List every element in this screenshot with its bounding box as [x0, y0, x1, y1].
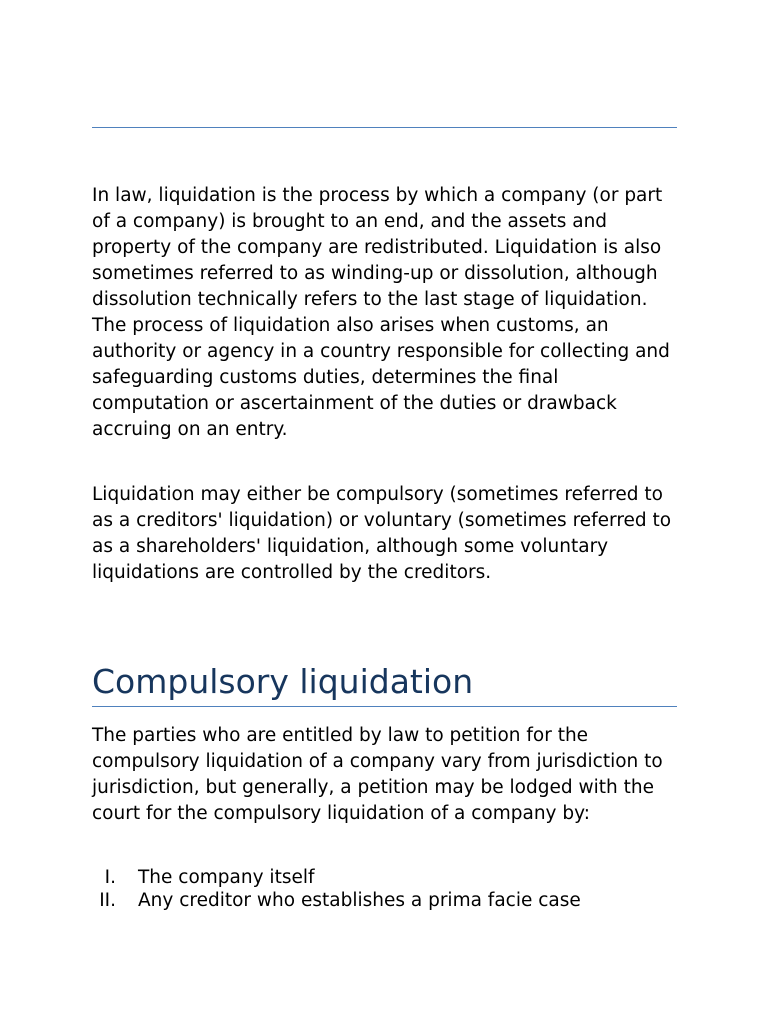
list-item-text: Any creditor who establishes a prima facie case — [138, 890, 581, 911]
heading-underline — [92, 706, 677, 707]
top-divider — [92, 127, 677, 128]
petitioner-list — [92, 866, 677, 912]
list-item — [92, 889, 677, 912]
list-marker: II. — [99, 890, 116, 911]
section-heading: Compulsory liquidation — [92, 662, 474, 701]
list-item-text: The company itself — [138, 867, 315, 888]
intro-paragraph-2: Liquidation may either be compulsory (sometimes referred to as a creditors' liquidation) or voluntary (sometimes referred to as a shareholders' liquidation, although some voluntary liquidations are controlled by the creditors. — [92, 484, 672, 583]
list-item — [92, 866, 677, 889]
section-paragraph: The parties who are entitled by law to petition for the compulsory liquidation of a company vary from jurisdiction to jurisdiction, but generally, a petition may be lodged with the court for the compulsory liquidation of a company by: — [92, 725, 663, 824]
list-marker: I. — [104, 867, 116, 888]
intro-paragraph-1: In law, liquidation is the process by which a company (or part of a company) is brought to an end, and the assets and property of the company are redistributed. Liquidation is also sometimes referred to as winding-up or dissolution, although dissolution technically refers to the last stage of liquidation. The process of liquidation also arises when customs, an authority or agency in a country responsible for collecting and safeguarding customs duties, determines the final computation or ascertainment of the duties or drawback accruing on an entry. — [92, 185, 670, 440]
